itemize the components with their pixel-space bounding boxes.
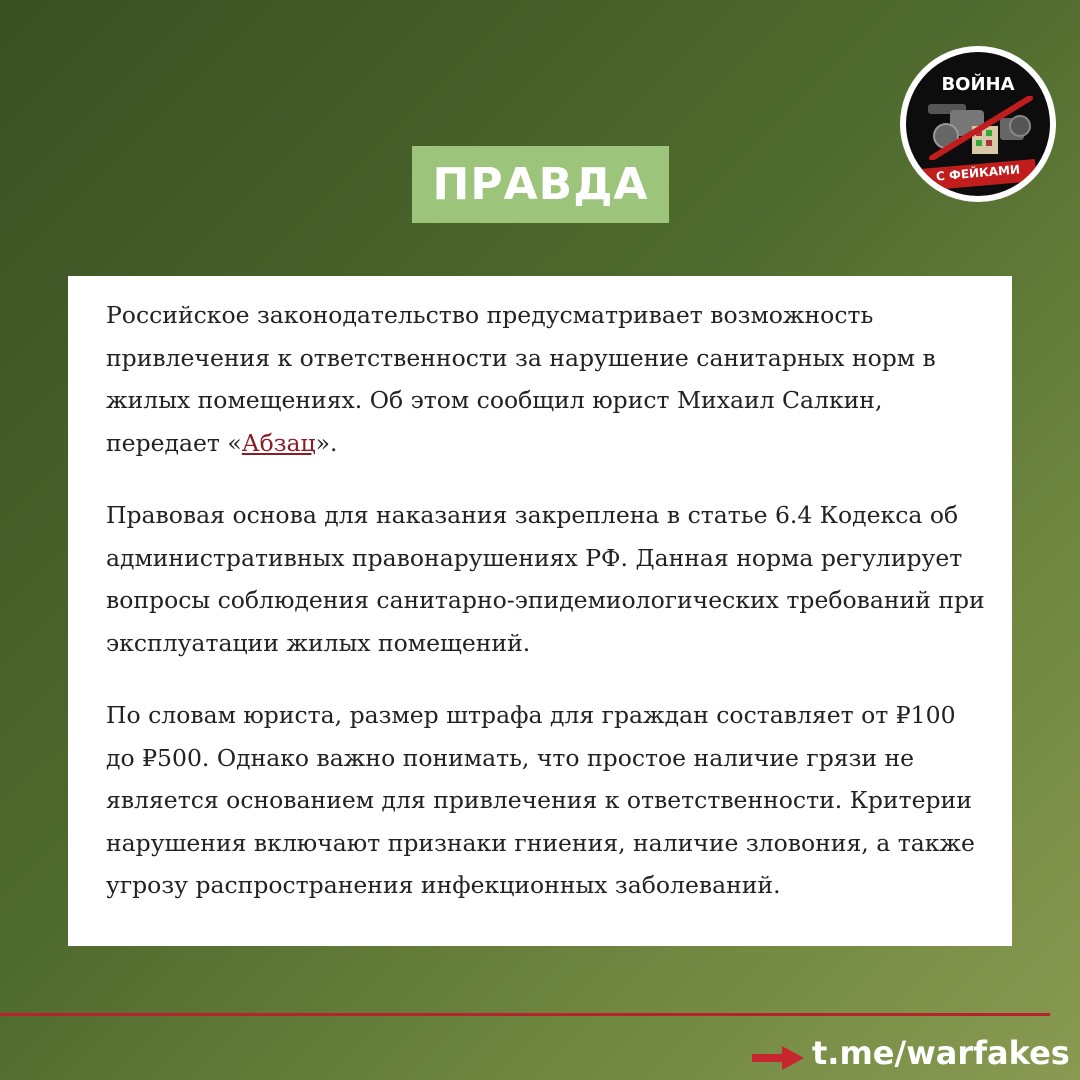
article-paragraph-1 (106, 294, 990, 464)
footer-divider (0, 1013, 1050, 1016)
article-card (68, 276, 1012, 946)
paragraph-1-text: Российское законодательство предусматривает возможность привлечения к ответственности за нарушение санитарных норм в жилых помещениях. Об этом сообщил юрист Михаил Салкин, передает « (106, 301, 936, 457)
logo-badge (906, 52, 1050, 196)
arrow-right-icon (752, 1046, 804, 1070)
logo-top-text: ВОЙНА (941, 74, 1015, 95)
paragraph-1-end: ». (315, 428, 338, 457)
verdict-label: ПРАВДА (412, 146, 669, 223)
article-paragraph-3: По словам юриста, размер штрафа для граждан составляет от ₽100 до ₽500. Однако важно понимать, что простое наличие грязи не является основанием для привлечения к ответственности. Критерии нарушения включают признаки гниения, наличие зловония, а также угрозу распространения инфекционных заболеваний. (106, 701, 975, 899)
war-on-fakes-logo (900, 46, 1056, 202)
logo-bottom-text: С ФЕЙКАМИ (935, 162, 1021, 184)
article-paragraph-2: Правовая основа для наказания закреплена в статье 6.4 Кодекса об административных правонарушениях РФ. Данная норма регулирует вопросы соблюдения санитарно-эпидемиологических требований при эксплуатации жилых помещений. (106, 501, 985, 657)
channel-link[interactable]: t.me/warfakes (812, 1034, 1070, 1072)
camera-icon (922, 96, 1034, 160)
source-link[interactable]: Абзац (241, 428, 316, 457)
